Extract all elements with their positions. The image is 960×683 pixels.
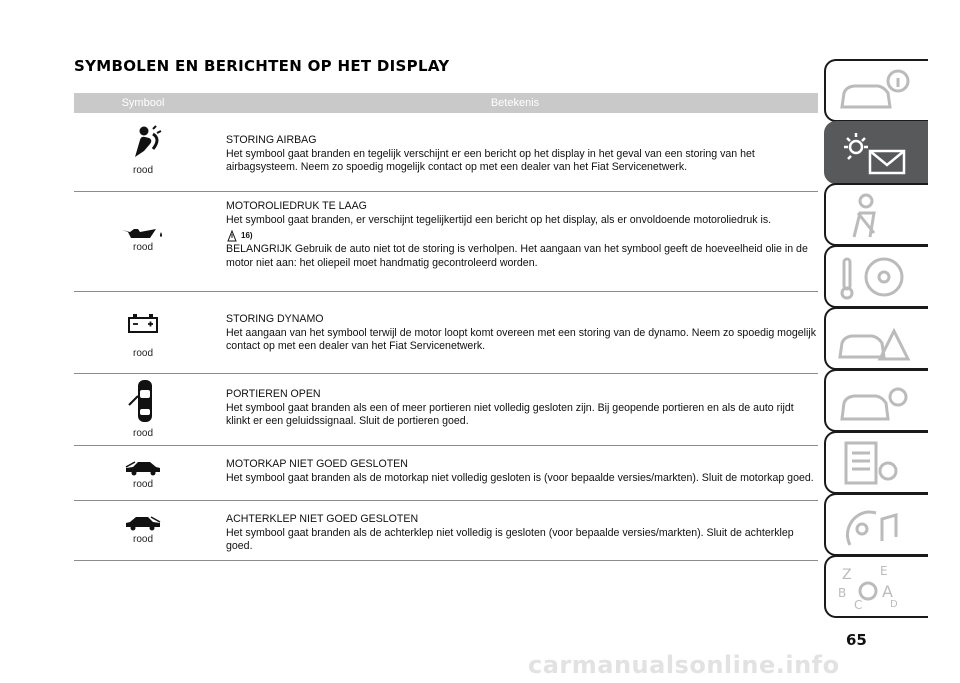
svg-text:Z: Z	[842, 567, 852, 583]
technical-data-icon	[836, 439, 916, 489]
key-steering-wheel-icon	[836, 253, 916, 303]
table-row	[74, 292, 818, 374]
bonnet-open-icon	[123, 460, 163, 476]
color-label: rood	[132, 242, 153, 253]
svg-text:A: A	[882, 582, 893, 601]
door-open-icon	[126, 378, 160, 426]
reference-number: 16)	[241, 230, 253, 240]
tab-safety[interactable]	[824, 183, 928, 246]
svg-text:D: D	[890, 599, 898, 610]
tab-starting-driving[interactable]	[824, 245, 928, 308]
symbol-cell	[74, 446, 212, 500]
table-row	[74, 501, 818, 561]
seatbelt-airbag-icon	[836, 191, 916, 241]
symbol-table	[74, 93, 818, 561]
row-heading: MOTOROLIEDRUK TE LAAG	[226, 200, 367, 212]
tab-warning-lights[interactable]	[824, 121, 928, 184]
oil-pressure-icon	[120, 225, 166, 241]
color-label: rood	[132, 428, 153, 439]
page-title: SYMBOLEN EN BERICHTEN OP HET DISPLAY	[74, 57, 450, 75]
svg-text:E: E	[880, 564, 888, 578]
color-label: rood	[132, 348, 153, 359]
row-heading: MOTORKAP NIET GOED GESLOTEN	[226, 458, 408, 470]
airbag-warning-icon	[123, 125, 163, 159]
symbol-cell	[74, 113, 212, 191]
row-text: Het aangaan van het symbool terwijl de motor loopt komt overeen met een storing van de dynamo. Neem zo spoedig mogelijk contact op met een dealer van het Fiat Servicenetwerk.	[226, 326, 817, 352]
tailgate-open-icon	[123, 515, 163, 531]
warning-hand-icon	[226, 230, 238, 242]
row-heading: STORING AIRBAG	[226, 134, 317, 146]
header-symbol: Symbool	[121, 97, 165, 109]
table-row	[74, 113, 818, 192]
symbol-cell	[74, 374, 212, 445]
row-text: Het symbool gaat branden als de achterklep niet volledig is gesloten (voor bepaalde versies/markten). Sluit de achterklep goed.	[226, 526, 794, 552]
color-label: rood	[132, 534, 153, 545]
symbol-cell	[74, 292, 212, 373]
svg-text:C: C	[854, 598, 863, 612]
description-cell	[212, 292, 818, 373]
row-heading: STORING DYNAMO	[226, 313, 324, 325]
table-row	[74, 446, 818, 501]
tab-car-info[interactable]	[824, 59, 928, 122]
symbol-cell	[74, 192, 212, 291]
tab-index[interactable]	[824, 555, 928, 618]
description-cell	[212, 113, 818, 191]
row-important-note: BELANGRIJK Gebruik de auto niet tot de storing is verholpen. Het aangaan van het symbool geeft de hoeveelheid olie in de motor niet aan: het oliepeil moet handmatig gecontroleerd worden.	[226, 243, 808, 269]
battery-icon	[126, 312, 160, 334]
tab-maintenance[interactable]	[824, 369, 928, 432]
index-icon	[836, 563, 916, 613]
table-row	[74, 192, 818, 292]
color-label: rood	[132, 479, 153, 490]
row-text: Het symbool gaat branden en tegelijk verschijnt er een bericht op het display in het geval van een storing van het airbagsysteem. Neem zo spoedig mogelijk contact op met een dealer van het Fiat Servicenetwerk.	[226, 147, 755, 173]
table-header	[74, 93, 818, 113]
row-heading: PORTIEREN OPEN	[226, 388, 321, 400]
description-cell	[212, 192, 818, 291]
car-emergency-icon	[836, 315, 916, 365]
row-text: Het symbool gaat branden als de motorkap niet volledig gesloten is (voor bepaalde versies/markten). Sluit de motorkap goed.	[226, 471, 814, 484]
svg-text:B: B	[838, 586, 847, 600]
tab-multimedia[interactable]	[824, 493, 928, 556]
car-maintenance-icon	[836, 377, 916, 427]
watermark-text: carmanualsonline.info	[528, 651, 840, 679]
row-text: Het symbool gaat branden, er verschijnt tegelijkertijd een bericht op het display, als er onvoldoende motoroliedruk is.	[226, 213, 772, 226]
car-info-icon	[836, 67, 916, 117]
symbol-cell	[74, 501, 212, 560]
color-label: rood	[132, 165, 153, 176]
row-heading: ACHTERKLEP NIET GOED GESLOTEN	[226, 513, 419, 525]
multimedia-icon	[836, 501, 916, 551]
row-text: Het symbool gaat branden als een of meer portieren niet volledig gesloten zijn. Bij geopende portieren en als de auto rijdt klinkt er een geluidssignaal. Sluit de portieren goed.	[226, 401, 794, 427]
warning-light-message-icon	[836, 129, 916, 179]
description-cell	[212, 374, 818, 445]
description-cell	[212, 501, 818, 560]
tab-technical-data[interactable]	[824, 431, 928, 494]
page-number: 65	[846, 631, 867, 649]
reference-marker	[226, 228, 818, 242]
description-cell	[212, 446, 818, 500]
table-row	[74, 374, 818, 446]
header-meaning: Betekenis	[490, 97, 540, 109]
tab-emergency[interactable]	[824, 307, 928, 370]
